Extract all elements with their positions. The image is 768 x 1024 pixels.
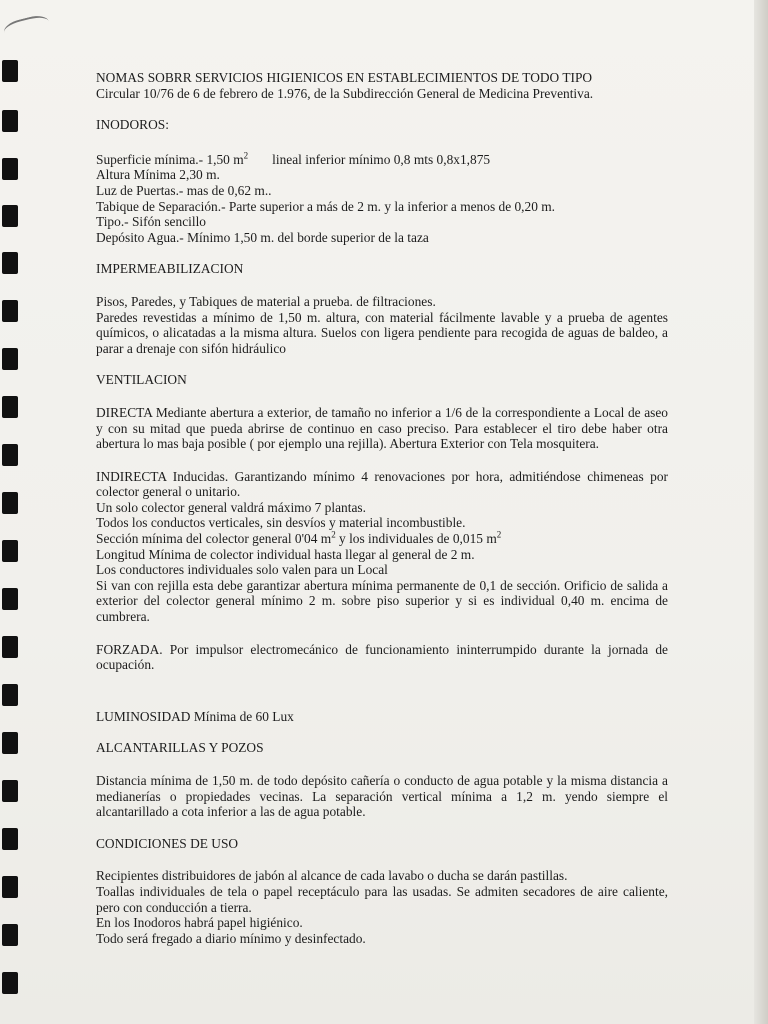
binding-hole [2, 60, 18, 82]
ventilacion-line: Longitud Mínima de colector individual hasta llegar al general de 2 m. [96, 546, 475, 562]
binding-hole [2, 158, 18, 180]
binding-hole [2, 684, 18, 706]
condiciones-line: Todo será fregado a diario mínimo y desinfectado. [96, 930, 366, 946]
luminosidad-line: LUMINOSIDAD Mínima de 60 Lux [96, 708, 294, 724]
seccion-individuales: y los individuales de 0,015 m [335, 531, 497, 547]
superscript-2: 2 [243, 150, 249, 161]
binding-hole [2, 444, 18, 466]
document-subtitle: Circular 10/76 de 6 de febrero de 1.976, de la Subdirección General de Medicina Preventiva. [96, 85, 594, 101]
ventilacion-line: Los conductores individuales solo valen para un Local [96, 562, 388, 578]
binding-hole [2, 396, 18, 418]
ventilacion-directa: DIRECTA Mediante abertura a exterior, de tamaño no inferior a 1/6 de la correspondiente a Local de aseo y con su mitad que pueda abrirse de continuo en caso preciso. Para establecer el tiro debe haber otra abertura lo mas baja posible ( por ejemplo una rejilla). Abertura Exterior con Tela mosquitera. [96, 404, 668, 452]
binding-hole [2, 252, 18, 274]
ventilacion-seccion [96, 531, 668, 547]
heading-inodoros: INODOROS: [96, 117, 169, 133]
binding-hole [2, 300, 18, 322]
impermeabilizacion-paragraph: Paredes revestidas a mínimo de 1,50 m. altura, con material fácilmente lavable y a prueba de agentes químicos, o alicatadas a la misma altura. Suelos con ligera pendiente para recogida de aguas de baldeo, a parar a drenaje con sifón hidráulico [96, 309, 668, 356]
condiciones-line: Toallas individuales de tela o papel receptáculo para las usadas. Se admiten secadores de aire caliente, pero con conducción a tierra. [96, 883, 668, 915]
binding-holes [0, 0, 24, 1024]
ventilacion-line: Un solo colector general valdrá máximo 7 plantas. [96, 499, 366, 515]
inodoros-lineal: lineal inferior mínimo 0,8 mts 0,8x1,875 [272, 151, 491, 167]
binding-hole [2, 972, 18, 994]
condiciones-line: En los Inodoros habrá papel higiénico. [96, 915, 303, 931]
document-body [96, 70, 668, 946]
inodoros-line: Tabique de Separación.- Parte superior a más de 2 m. y la inferior a menos de 0,20 m. [96, 198, 556, 214]
inodoros-line: Altura Mínima 2,30 m. [96, 167, 220, 183]
binding-hole [2, 780, 18, 802]
heading-ventilacion: VENTILACION [96, 372, 187, 388]
binding-hole [2, 540, 18, 562]
superscript-2: 2 [331, 529, 336, 540]
binding-hole [2, 924, 18, 946]
binding-hole [2, 828, 18, 850]
inodoros-line: Depósito Agua.- Mínimo 1,50 m. del borde superior de la taza [96, 229, 429, 245]
inodoros-superficie: Superficie mínima.- 1,50 m [96, 151, 244, 167]
page-edge-shadow [754, 0, 768, 1024]
binding-hole [2, 588, 18, 610]
condiciones-line: Recipientes distribuidores de jabón al alcance de cada lavabo o ducha se darán pastillas. [96, 868, 568, 884]
binding-hole [2, 492, 18, 514]
inodoros-line: Tipo.- Sifón sencillo [96, 214, 206, 230]
inodoros-line [96, 152, 668, 168]
heading-impermeabilizacion: IMPERMEABILIZACION [96, 261, 244, 277]
binding-hole [2, 876, 18, 898]
heading-condiciones: CONDICIONES DE USO [96, 835, 239, 851]
ventilacion-rejilla: Si van con rejilla esta debe garantizar abertura mínima permanente de 0,1 de sección. Orificio de salida a exterior del colector general mínimo 2 m. sobre piso superior y si es individual 0,40 m. encima de cumbrera. [96, 577, 668, 625]
ventilacion-forzada: FORZADA. Por impulsor electromecánico de funcionamiento ininterrumpido durante la jornada de ocupación. [96, 641, 668, 673]
heading-alcantarillas: ALCANTARILLAS Y POZOS [96, 740, 264, 756]
binding-hole [2, 110, 18, 132]
impermeabilizacion-line: Pisos, Paredes, y Tabiques de material a prueba. de filtraciones. [96, 293, 436, 309]
superscript-2: 2 [496, 529, 502, 540]
binding-hole [2, 348, 18, 370]
binding-hole [2, 636, 18, 658]
document-title: NOMAS SOBRR SERVICIOS HIGIENICOS EN ESTABLECIMIENTOS DE TODO TIPO [96, 70, 593, 85]
inodoros-line: Luz de Puertas.- mas de 0,62 m.. [96, 182, 272, 198]
ventilacion-line: Todos los conductos verticales, sin desvíos y material incombustible. [96, 515, 466, 531]
binding-hole [2, 205, 18, 227]
alcantarillas-paragraph: Distancia mínima de 1,50 m. de todo depósito cañería o conducto de agua potable y la misma distancia a medianerías o propiedades vecinas. La separación vertical mínima a 1,2 m. yendo siempre el alcantarillado a cota inferior a las de agua potable. [96, 773, 668, 820]
ventilacion-indirecta: INDIRECTA Inducidas. Garantizando mínimo 4 renovaciones por hora, admitiéndose chimeneas por colector general o unitario. [96, 468, 668, 500]
seccion-colector: Sección mínima del colector general 0'04 m [96, 531, 332, 547]
binding-hole [2, 732, 18, 754]
